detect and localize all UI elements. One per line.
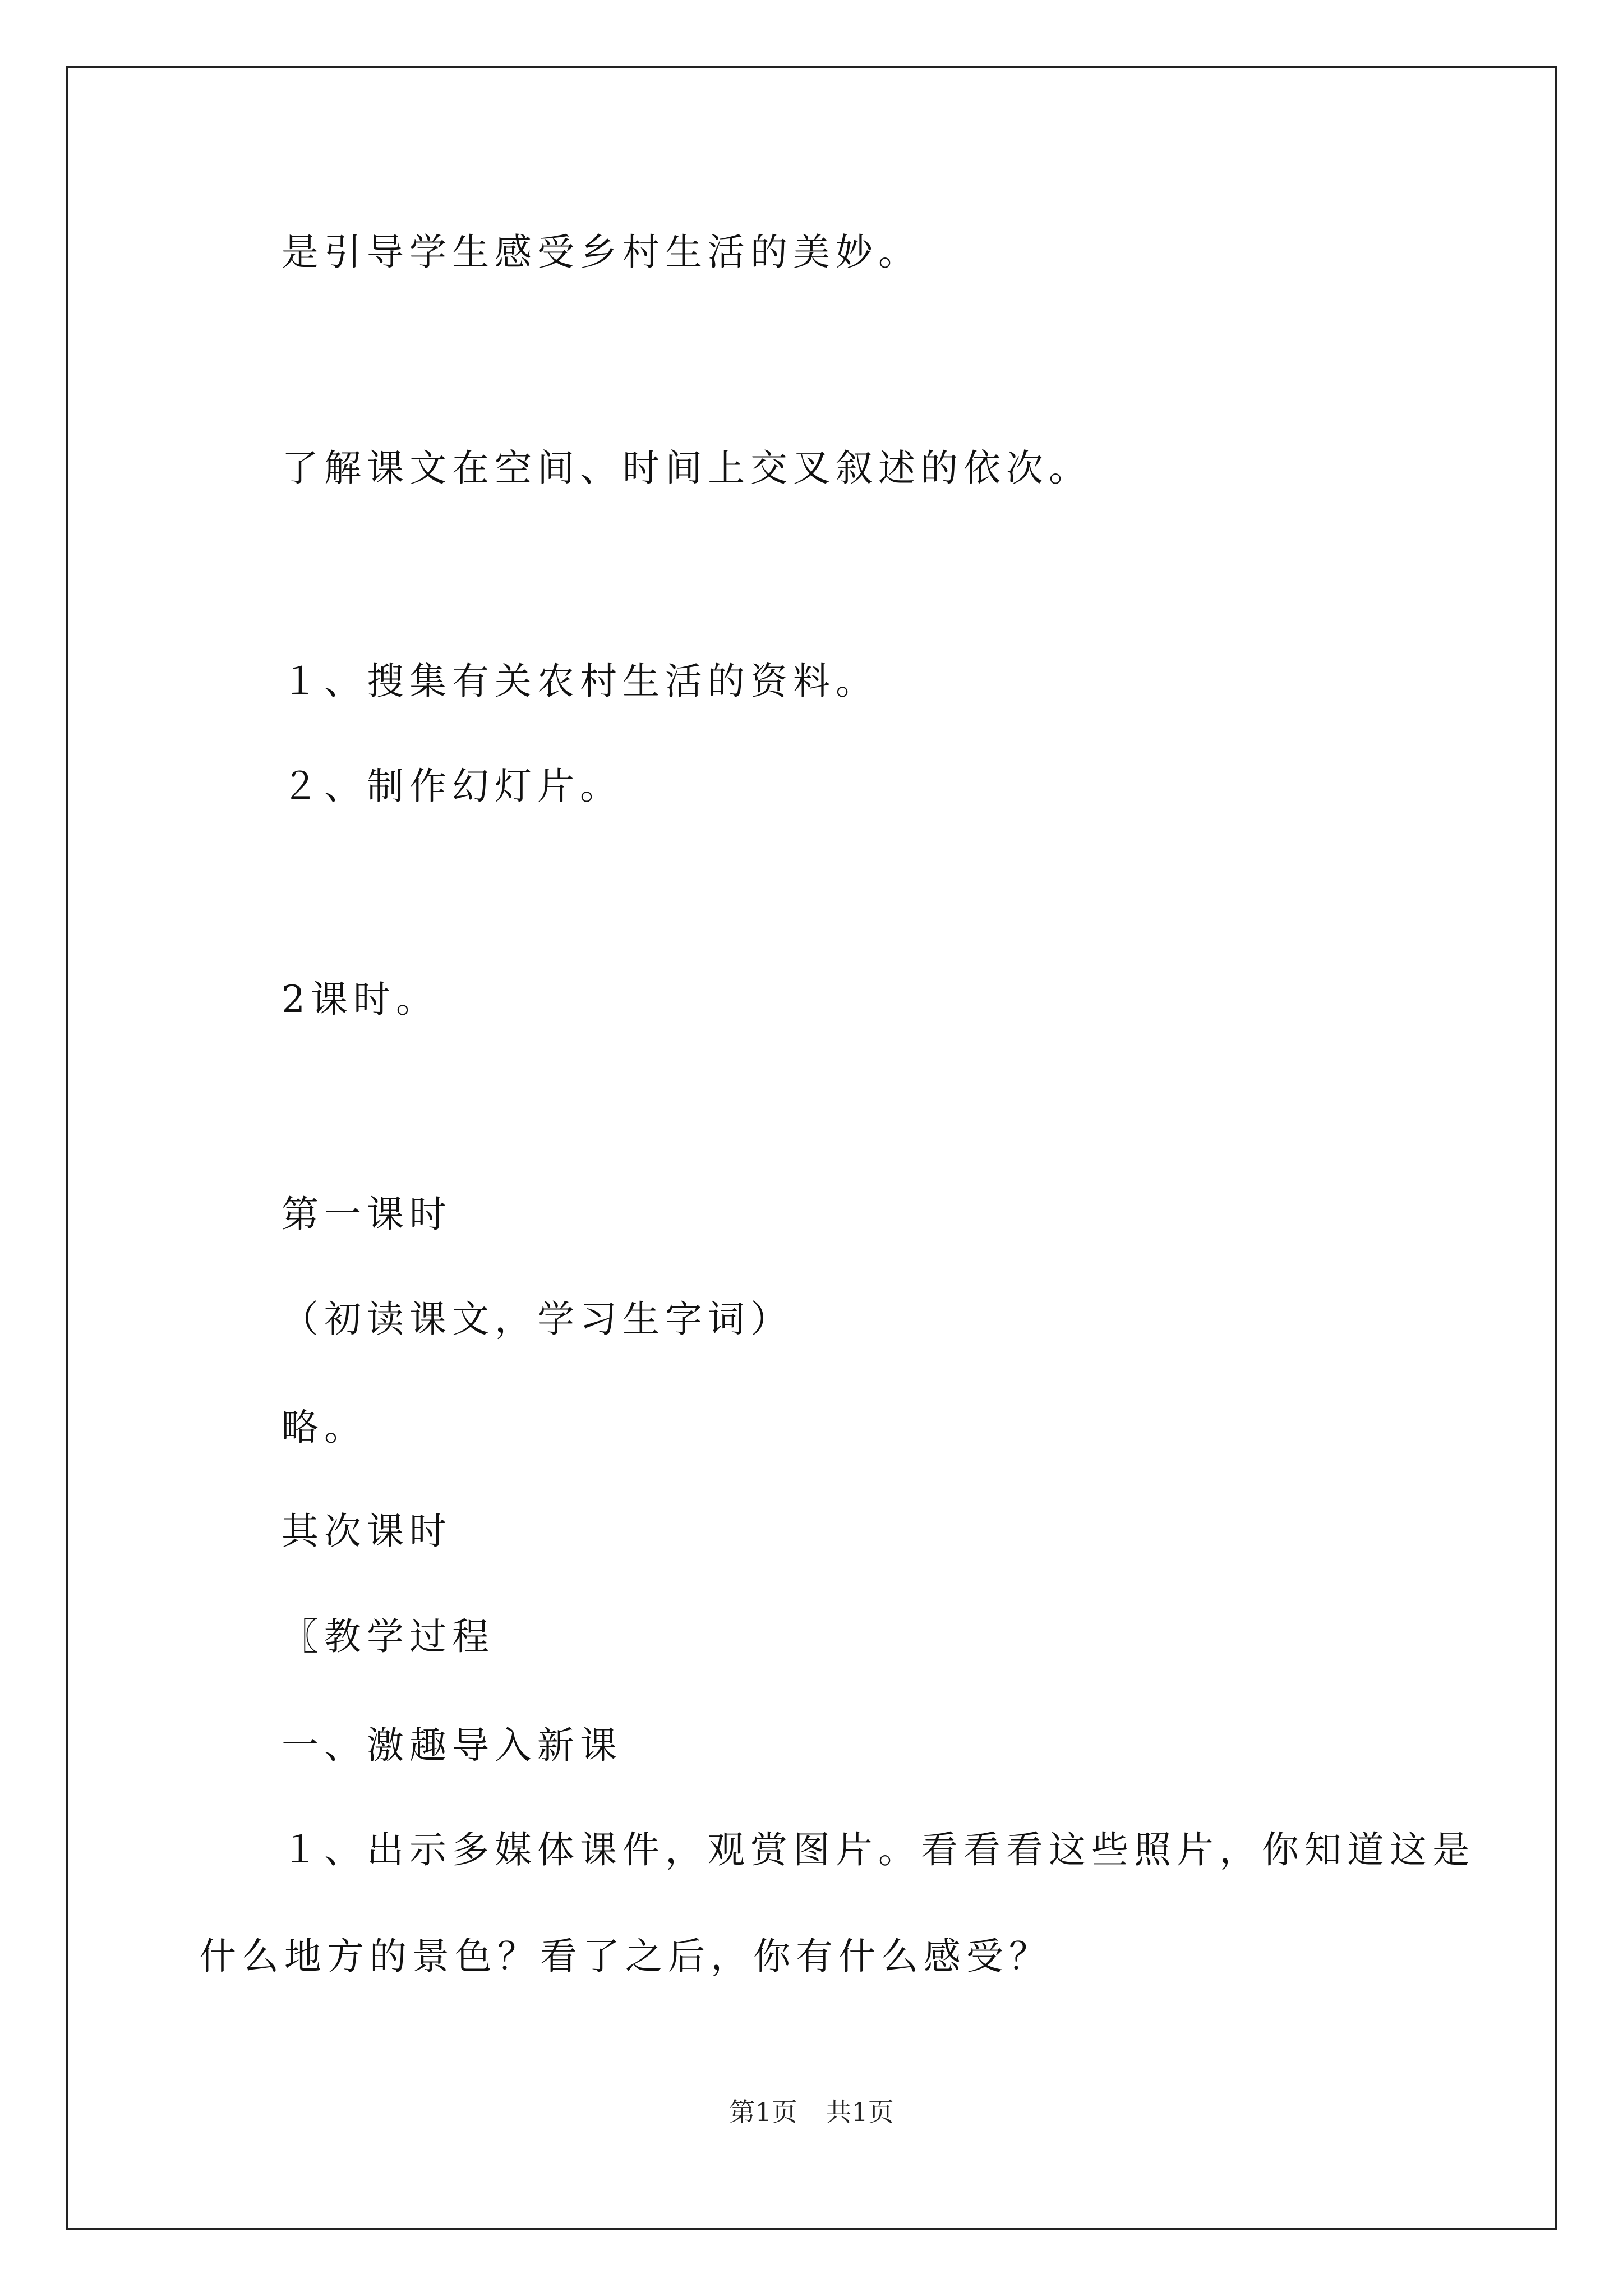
- paragraph-line: 一、激趣导入新课: [282, 1724, 623, 1767]
- paragraph-line: 〖教学过程: [282, 1615, 495, 1658]
- paragraph-line: 其次课时: [282, 1510, 452, 1553]
- page-footer: [0, 2095, 1623, 2129]
- paragraph-line: 略。: [282, 1406, 367, 1449]
- paragraph-line: 第一课时: [282, 1193, 452, 1236]
- page-number-current: 第1页: [729, 2097, 797, 2127]
- page-number-total: 共1页: [826, 2097, 894, 2127]
- paragraph-line: ２、制作幻灯片。: [282, 765, 623, 808]
- paragraph-line: 了解课文在空间、时间上交叉叙述的依次。: [282, 447, 1091, 490]
- paragraph-line: 是引导学生感受乡村生活的美妙。: [282, 231, 921, 274]
- page-border: [66, 66, 1557, 2230]
- paragraph-line: １、出示多媒体课件，观赏图片。看看看这些照片，你知道这是: [282, 1828, 1475, 1871]
- paragraph-line: 2课时。: [282, 978, 439, 1021]
- paragraph-line: 什么地方的景色？看了之后，你有什么感受？: [199, 1935, 1052, 1978]
- paragraph-line: １、搜集有关农村生活的资料。: [282, 660, 878, 703]
- paragraph-line: （初读课文，学习生字词）: [282, 1297, 793, 1341]
